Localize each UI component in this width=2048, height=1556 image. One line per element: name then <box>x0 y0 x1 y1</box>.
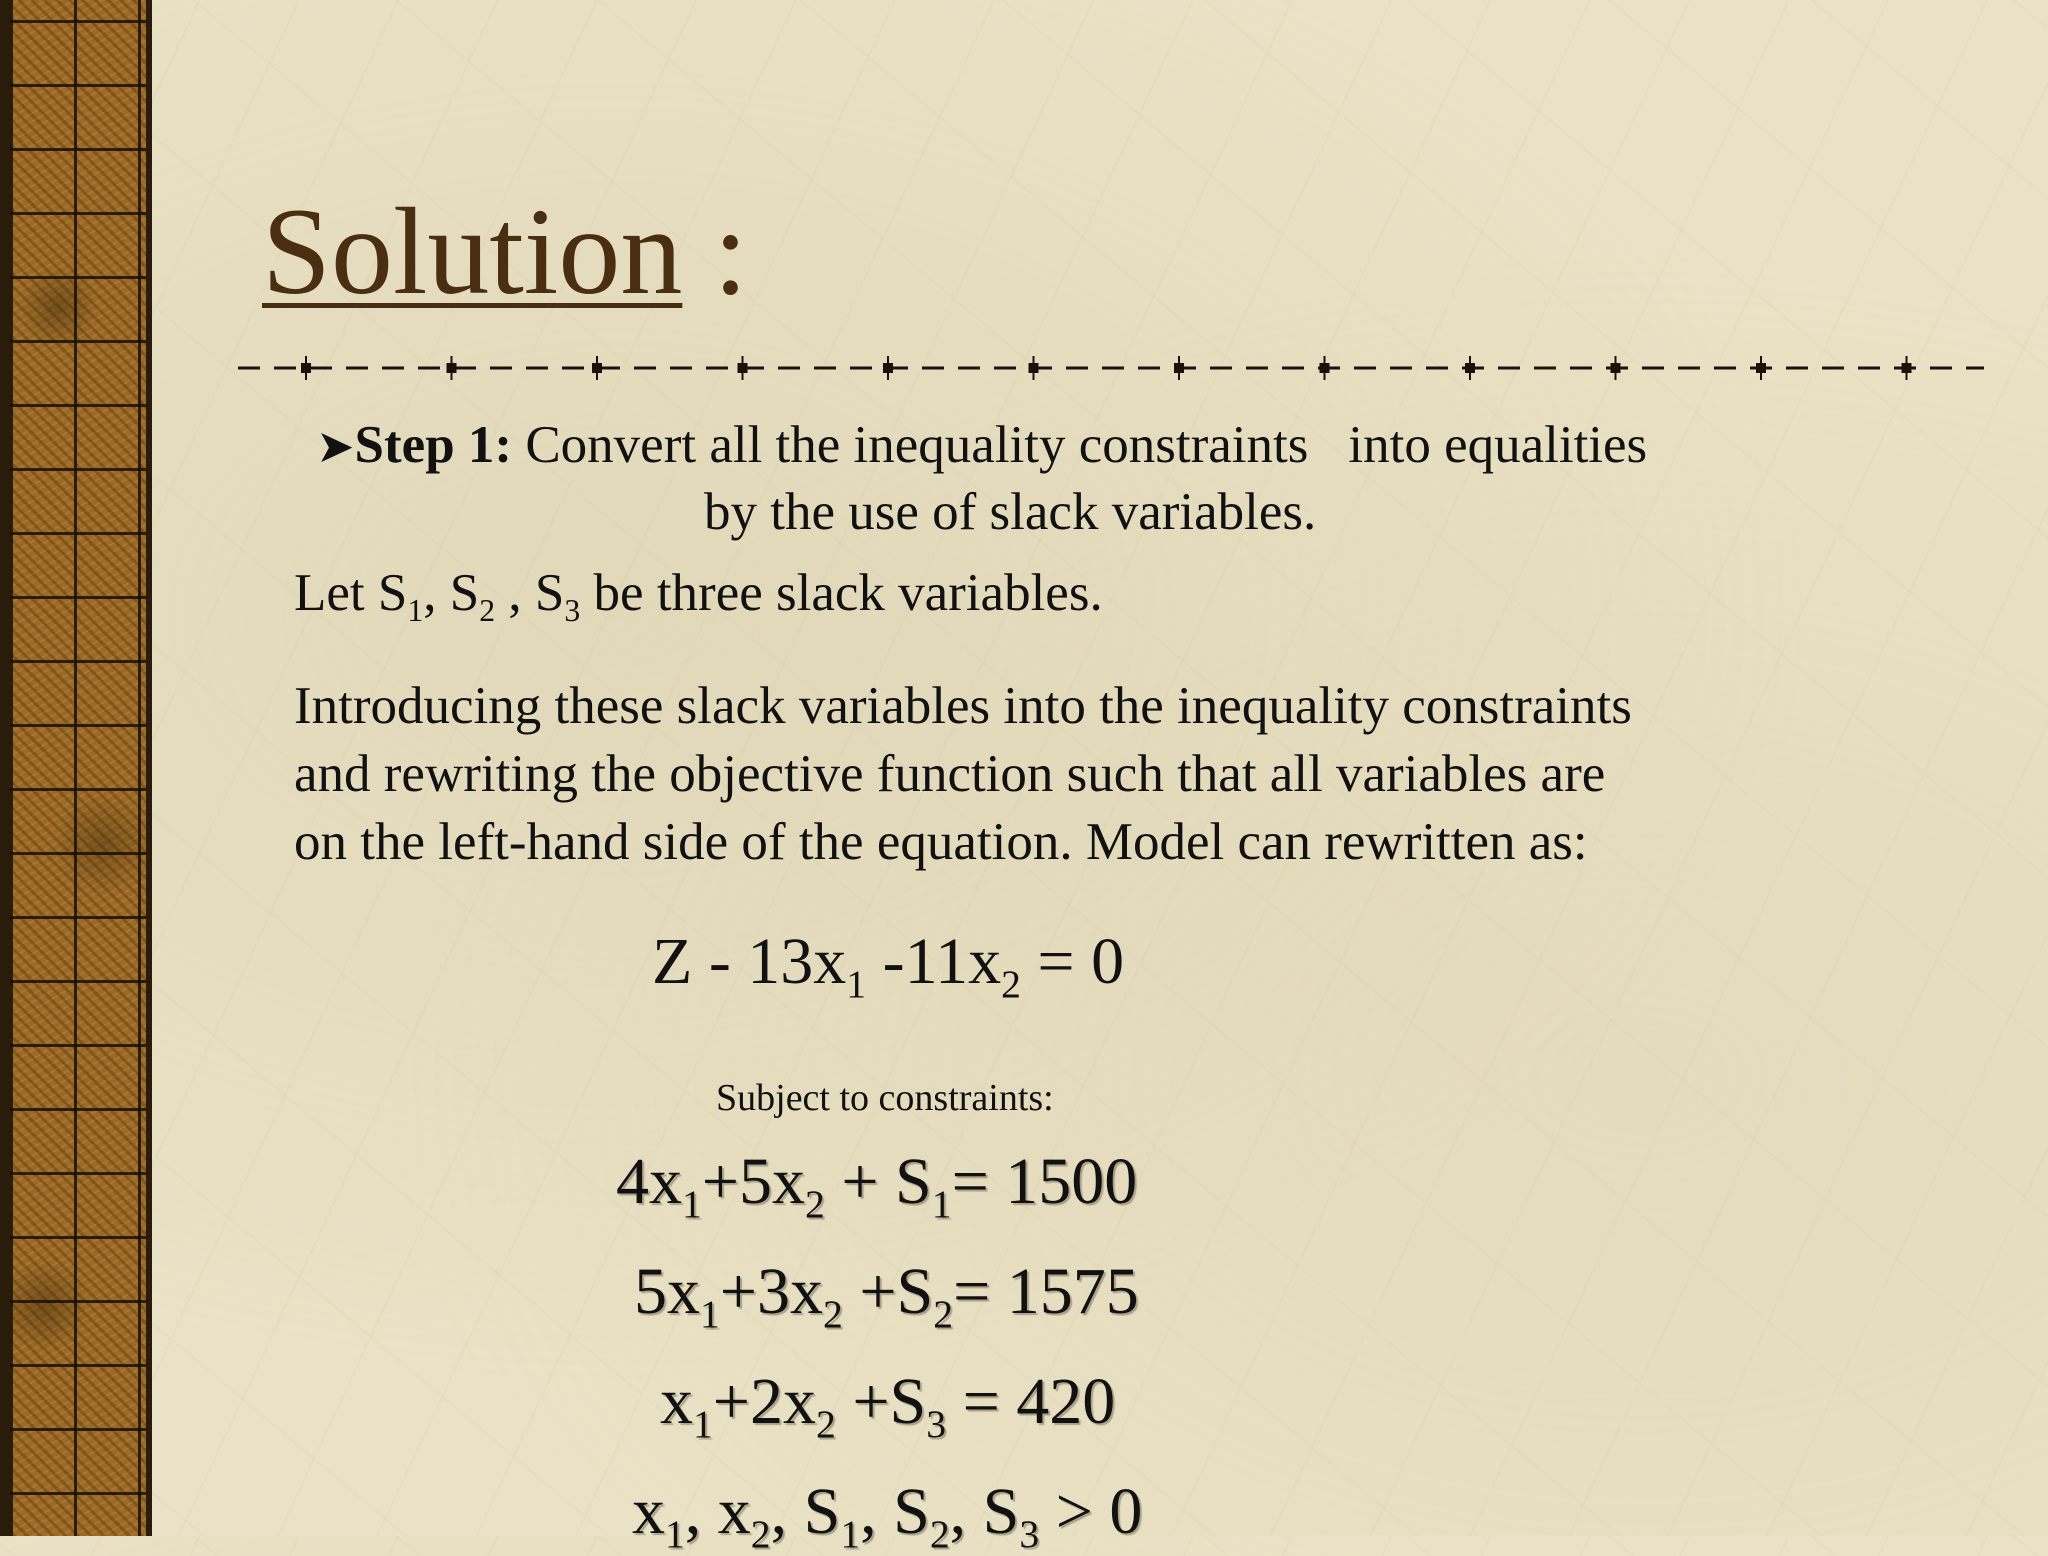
intro-line: and rewriting the objective function such that all variables are <box>294 745 1606 803</box>
dashed-divider <box>238 356 1984 380</box>
intro-line: Introducing these slack variables into the inequality constraints <box>294 677 1632 735</box>
slide-title <box>262 183 748 320</box>
constraint-3: $x_1+2x_2 +S_3 = 420$ <box>660 1365 1116 1446</box>
intro-line: on the left-hand side of the equation. Model can rewritten as: <box>294 813 1588 871</box>
step-label: Step 1: <box>354 416 513 474</box>
non-negativity-constraint: $x_1$, $x_2$, $S_1$, $S_2$, $S_3 > 0$ <box>632 1475 1143 1556</box>
objective-function: Z - $13x_1$ $-11x_2 = 0$ <box>652 925 1125 1006</box>
slide-title-colon: : <box>713 183 748 320</box>
subject-to-label: Subject to constraints: <box>716 1077 1054 1119</box>
step-text-b: into equalities <box>1348 416 1648 474</box>
constraint-2: $5x_1+3x_2 +S_2= 1575$ <box>634 1255 1139 1336</box>
slide-title-word: Solution <box>262 183 683 320</box>
step-1-continuation: by the use of slack variables. <box>704 483 1317 541</box>
constraint-1: $4x_1+5x_2 + S_1= 1500$ <box>616 1145 1138 1226</box>
step-text-a: Convert all the inequality constraints <box>525 416 1309 474</box>
border-edge <box>0 0 10 1536</box>
decorative-border-strip <box>0 0 152 1536</box>
slack-variables-line: Let $S_1$, $S_2$ , $S_3$ be three slack variables. <box>294 564 1103 629</box>
intro-paragraph <box>294 672 1794 876</box>
step-1-line <box>316 412 1816 480</box>
border-grid-pattern <box>0 0 146 1536</box>
arrow-bullet-icon: ➤ <box>316 421 355 472</box>
